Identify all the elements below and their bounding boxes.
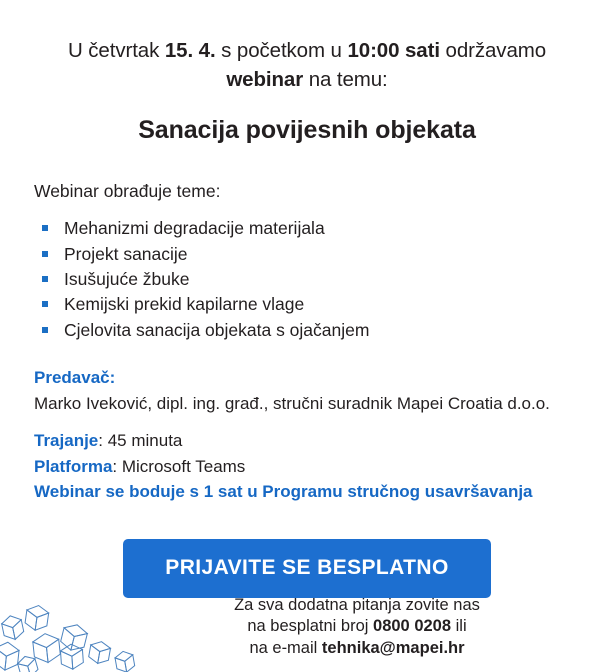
intro-text-part4: na temu: bbox=[303, 68, 388, 92]
duration-value: : 45 minuta bbox=[98, 431, 183, 451]
meta-block bbox=[34, 365, 580, 505]
topics-list bbox=[34, 216, 580, 343]
register-button[interactable]: PRIJAVITE SE BESPLATNO bbox=[123, 539, 490, 598]
square-bullet-icon bbox=[42, 301, 48, 307]
list-item bbox=[34, 216, 580, 241]
list-item-label: Projekt sanacije bbox=[64, 243, 188, 264]
list-item bbox=[34, 292, 580, 317]
intro-text-part3: održavamo bbox=[439, 39, 547, 62]
footer-line-2 bbox=[120, 616, 594, 638]
intro-time: 10:00 sati bbox=[347, 39, 440, 62]
meta-spacer bbox=[34, 416, 580, 428]
body-block bbox=[0, 145, 614, 597]
footer-phone-prefix: na besplatni broj bbox=[247, 617, 374, 636]
list-item-label: Cjelovita sanacija objekata s ojačanjem bbox=[64, 319, 370, 340]
footer-line-3 bbox=[120, 638, 594, 660]
speaker-colon: : bbox=[109, 368, 116, 388]
platform-line bbox=[34, 454, 580, 480]
platform-value: : Microsoft Teams bbox=[112, 456, 246, 476]
intro-paragraph bbox=[0, 0, 614, 94]
speaker-label: Predavač bbox=[34, 368, 110, 388]
speaker-name: Marko Iveković, dipl. ing. građ., stručni suradnik Mapei Croatia d.o.o. bbox=[34, 393, 550, 413]
list-item-label: Kemijski prekid kapilarne vlage bbox=[64, 294, 305, 315]
square-bullet-icon bbox=[42, 276, 48, 282]
list-item-label: Isušujuće žbuke bbox=[64, 268, 190, 289]
footer-phone-suffix: ili bbox=[451, 617, 467, 636]
cta-container bbox=[34, 505, 580, 598]
intro-text-part1: U četvrtak bbox=[67, 39, 165, 62]
topics-lead: Webinar obrađuje teme: bbox=[34, 181, 221, 202]
list-item bbox=[34, 318, 580, 343]
platform-label: Platforma bbox=[34, 456, 113, 476]
list-item bbox=[34, 242, 580, 267]
square-bullet-icon bbox=[42, 225, 48, 231]
duration-line bbox=[34, 428, 580, 454]
list-item-label: Mehanizmi degradacije materijala bbox=[64, 218, 325, 239]
square-bullet-icon bbox=[42, 327, 48, 333]
intro-date: 15. 4. bbox=[164, 39, 216, 62]
footer-email-prefix: na e-mail bbox=[249, 639, 322, 658]
credit-note: Webinar se boduje s 1 sat u Programu stručnog usavršavanja bbox=[34, 482, 533, 502]
footer-contact bbox=[0, 595, 614, 660]
list-item bbox=[34, 267, 580, 292]
footer-email-address[interactable]: tehnika@mapei.hr bbox=[321, 639, 465, 658]
square-bullet-icon bbox=[42, 251, 48, 257]
intro-text-part2: s početkom u bbox=[215, 39, 348, 62]
footer-line-1: Za sva dodatna pitanja zovite nas bbox=[234, 595, 480, 614]
page-title: Sanacija povijesnih objekata bbox=[138, 116, 476, 145]
duration-label: Trajanje bbox=[34, 431, 99, 451]
intro-event-kind: webinar bbox=[226, 68, 304, 92]
speaker-line bbox=[34, 365, 580, 391]
footer-phone-number: 0800 0208 bbox=[373, 617, 452, 636]
